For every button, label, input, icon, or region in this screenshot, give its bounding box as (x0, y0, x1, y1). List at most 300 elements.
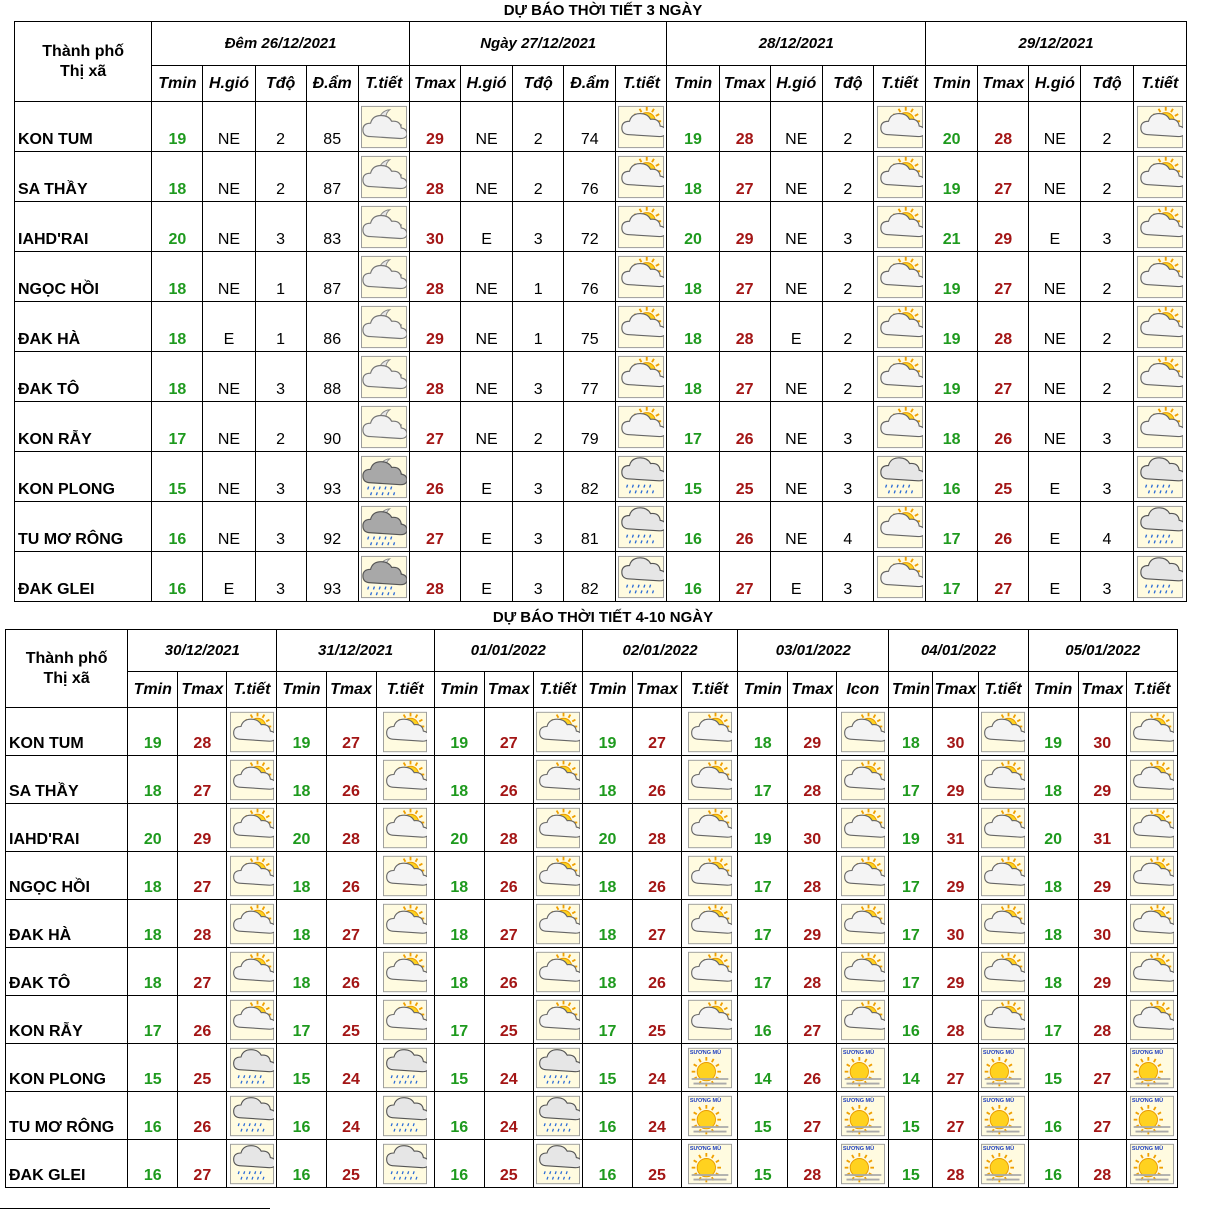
value-cell: NE (203, 402, 255, 452)
city-name: ĐAK HÀ (15, 302, 152, 352)
sun-cloud-icon (536, 807, 580, 849)
value-cell: 18 (128, 900, 178, 948)
weather-cell (227, 948, 277, 996)
sun-cloud-icon (981, 807, 1025, 849)
column-header: T.tiết (227, 672, 277, 708)
city-name: KON PLONG (6, 1044, 128, 1092)
value-cell: NE (461, 402, 513, 452)
sun-cloud-icon (1137, 255, 1183, 299)
value-cell: 25 (178, 1044, 227, 1092)
weather-cell (1133, 102, 1186, 152)
weather-cell (873, 452, 925, 502)
fog-sun-icon (841, 1047, 885, 1089)
value-cell: 18 (434, 852, 484, 900)
value-cell: 18 (277, 756, 326, 804)
value-cell: 16 (128, 1092, 178, 1140)
value-cell: 31 (1078, 804, 1126, 852)
column-header: Tmax (788, 672, 837, 708)
sun-cloud-icon (383, 807, 427, 849)
weather-cell (978, 996, 1028, 1044)
sun-cloud-icon (536, 855, 580, 897)
weather-cell (1133, 552, 1186, 602)
value-cell: 26 (719, 402, 770, 452)
city-name: NGỌC HỒI (6, 852, 128, 900)
value-cell: 29 (788, 900, 837, 948)
sun-cloud-icon (230, 711, 274, 753)
sun-cloud-icon (230, 807, 274, 849)
value-cell: 2 (1081, 152, 1133, 202)
value-cell: 18 (434, 948, 484, 996)
weather-cell (873, 502, 925, 552)
weather-cell (227, 1092, 277, 1140)
weather-cell (376, 1140, 434, 1188)
value-cell: 17 (889, 900, 933, 948)
value-cell: NE (461, 352, 513, 402)
sun-cloud-icon (877, 155, 923, 199)
value-cell: 17 (889, 948, 933, 996)
value-cell: 26 (484, 756, 533, 804)
value-cell: 72 (564, 202, 616, 252)
weather-cell (978, 756, 1028, 804)
value-cell: 3 (1081, 452, 1133, 502)
column-header: Đ.ẩm (564, 66, 616, 102)
sun-cloud-icon (230, 951, 274, 993)
value-cell: 27 (933, 1044, 978, 1092)
value-cell: 27 (788, 1092, 837, 1140)
value-cell: 30 (1078, 900, 1126, 948)
rain-cloud-icon (383, 1143, 427, 1185)
table-row (6, 900, 1178, 948)
value-cell: 26 (978, 402, 1029, 452)
value-cell: E (1029, 502, 1081, 552)
value-cell: NE (1029, 302, 1081, 352)
value-cell: 18 (128, 852, 178, 900)
weather-cell (978, 1044, 1028, 1092)
value-cell: 16 (277, 1140, 326, 1188)
sun-cloud-icon (1137, 305, 1183, 349)
value-cell: 28 (788, 852, 837, 900)
value-cell: 27 (719, 152, 770, 202)
column-header: T.tiết (616, 66, 667, 102)
weather-cell (227, 804, 277, 852)
value-cell: 17 (738, 852, 788, 900)
column-header: T.tiết (533, 672, 582, 708)
fog-sun-icon (981, 1095, 1025, 1137)
value-cell: 26 (326, 756, 376, 804)
value-cell: 3 (255, 552, 306, 602)
sun-cloud-icon (688, 951, 732, 993)
value-cell: 15 (582, 1044, 632, 1092)
value-cell: 19 (152, 102, 203, 152)
value-cell: 2 (822, 352, 873, 402)
weather-cell (873, 552, 925, 602)
rain-cloud-icon (1137, 555, 1183, 599)
value-cell: E (461, 202, 513, 252)
value-cell: 16 (738, 996, 788, 1044)
rain-cloud-icon (230, 1095, 274, 1137)
weather-cell (616, 502, 667, 552)
column-header: H.gió (461, 66, 513, 102)
value-cell: 28 (978, 302, 1029, 352)
value-cell: 20 (277, 804, 326, 852)
value-cell: 27 (326, 900, 376, 948)
value-cell: 30 (933, 900, 978, 948)
value-cell: 77 (564, 352, 616, 402)
weather-cell (873, 252, 925, 302)
value-cell: E (770, 302, 822, 352)
column-header: H.gió (203, 66, 255, 102)
value-cell: 92 (306, 502, 358, 552)
weather-cell (1133, 402, 1186, 452)
value-cell: E (203, 302, 255, 352)
value-cell: NE (770, 202, 822, 252)
value-cell: 75 (564, 302, 616, 352)
city-name: NGỌC HỒI (15, 252, 152, 302)
value-cell: NE (203, 152, 255, 202)
value-cell: 18 (738, 708, 788, 756)
value-cell: 19 (128, 708, 178, 756)
value-cell: 27 (978, 252, 1029, 302)
value-cell: E (461, 502, 513, 552)
value-cell: 30 (933, 708, 978, 756)
value-cell: 19 (926, 252, 978, 302)
value-cell: 15 (738, 1140, 788, 1188)
value-cell: 28 (719, 302, 770, 352)
weather-cell (873, 102, 925, 152)
value-cell: 16 (667, 552, 719, 602)
weather-cell (358, 352, 409, 402)
rain-cloud-icon (383, 1047, 427, 1089)
sun-cloud-icon (841, 951, 885, 993)
value-cell: 17 (128, 996, 178, 1044)
weather-cell (376, 1092, 434, 1140)
value-cell: 15 (152, 452, 203, 502)
sun-cloud-icon (1137, 155, 1183, 199)
value-cell: 29 (788, 708, 837, 756)
weather-cell (682, 948, 738, 996)
column-header: Tmin (1028, 672, 1078, 708)
value-cell: 19 (1028, 708, 1078, 756)
table-row (15, 502, 1187, 552)
sun-cloud-icon (981, 903, 1025, 945)
weather-cell (616, 452, 667, 502)
table1-title: DỰ BÁO THỜI TIẾT 3 NGÀY (503, 2, 703, 19)
weather-cell (1126, 996, 1177, 1044)
moon-rain-icon (361, 455, 407, 499)
value-cell: NE (203, 202, 255, 252)
weather-cell (682, 852, 738, 900)
value-cell: 15 (889, 1140, 933, 1188)
weather-cell (837, 996, 889, 1044)
value-cell: 2 (1081, 102, 1133, 152)
weather-cell (227, 900, 277, 948)
value-cell: 18 (277, 900, 326, 948)
value-cell: 28 (788, 948, 837, 996)
value-cell: 18 (1028, 900, 1078, 948)
value-cell: 29 (409, 302, 460, 352)
table-row (6, 804, 1178, 852)
value-cell: 24 (484, 1044, 533, 1092)
weather-cell (1126, 1044, 1177, 1092)
weather-cell (376, 996, 434, 1044)
value-cell: 3 (255, 452, 306, 502)
weather-cell (978, 1092, 1028, 1140)
value-cell: 26 (719, 502, 770, 552)
value-cell: 17 (889, 756, 933, 804)
value-cell: E (1029, 552, 1081, 602)
value-cell: 28 (633, 804, 682, 852)
weather-cell (682, 996, 738, 1044)
value-cell: 74 (564, 102, 616, 152)
value-cell: 15 (667, 452, 719, 502)
moon-cloud-icon (361, 355, 407, 399)
value-cell: 31 (933, 804, 978, 852)
value-cell: 26 (633, 852, 682, 900)
value-cell: 18 (1028, 852, 1078, 900)
weather-cell (376, 900, 434, 948)
value-cell: 26 (978, 502, 1029, 552)
sun-cloud-icon (230, 855, 274, 897)
weather-cell (873, 202, 925, 252)
value-cell: 29 (1078, 756, 1126, 804)
value-cell: 20 (434, 804, 484, 852)
city-name: KON TUM (6, 708, 128, 756)
weather-cell (358, 502, 409, 552)
weather-cell (682, 804, 738, 852)
value-cell: 20 (152, 202, 203, 252)
weather-cell (682, 756, 738, 804)
value-cell: 26 (788, 1044, 837, 1092)
value-cell: 25 (633, 1140, 682, 1188)
value-cell: 17 (738, 948, 788, 996)
value-cell: 82 (564, 452, 616, 502)
weather-cell (616, 552, 667, 602)
value-cell: 25 (326, 996, 376, 1044)
sun-cloud-icon (1130, 951, 1174, 993)
value-cell: 21 (926, 202, 978, 252)
column-header: Tmax (1078, 672, 1126, 708)
rain-cloud-icon (1137, 455, 1183, 499)
sun-cloud-icon (230, 759, 274, 801)
value-cell: 29 (178, 804, 227, 852)
value-cell: 2 (255, 102, 306, 152)
value-cell: 24 (484, 1092, 533, 1140)
value-cell: 3 (255, 352, 306, 402)
value-cell: 2 (1081, 252, 1133, 302)
weather-cell (1126, 756, 1177, 804)
value-cell: 18 (152, 302, 203, 352)
value-cell: 3 (513, 352, 564, 402)
weather-cell (682, 900, 738, 948)
sun-cloud-icon (536, 903, 580, 945)
value-cell: 17 (889, 852, 933, 900)
value-cell: 27 (719, 252, 770, 302)
city-name: SA THẦY (6, 756, 128, 804)
value-cell: 30 (1078, 708, 1126, 756)
value-cell: E (461, 552, 513, 602)
sun-cloud-icon (383, 999, 427, 1041)
value-cell: 27 (409, 402, 460, 452)
date-header: 31/12/2021 (277, 630, 434, 672)
sun-cloud-icon (877, 505, 923, 549)
weather-cell (978, 948, 1028, 996)
value-cell: 15 (1028, 1044, 1078, 1092)
weather-cell (978, 708, 1028, 756)
weather-cell (837, 1044, 889, 1092)
sun-cloud-icon (618, 205, 664, 249)
weather-cell (837, 1092, 889, 1140)
table-row (6, 948, 1178, 996)
sun-cloud-icon (688, 903, 732, 945)
value-cell: 28 (933, 996, 978, 1044)
value-cell: 16 (277, 1092, 326, 1140)
sun-cloud-icon (618, 155, 664, 199)
value-cell: 29 (933, 756, 978, 804)
weather-cell (616, 152, 667, 202)
weather-cell (358, 202, 409, 252)
sun-cloud-icon (877, 305, 923, 349)
moon-cloud-icon (361, 205, 407, 249)
value-cell: 16 (128, 1140, 178, 1188)
value-cell: 29 (933, 948, 978, 996)
sun-cloud-icon (877, 105, 923, 149)
table-row (15, 552, 1187, 602)
value-cell: E (461, 452, 513, 502)
table-row (6, 756, 1178, 804)
sun-cloud-icon (383, 855, 427, 897)
sun-cloud-icon (688, 711, 732, 753)
fog-sun-icon (841, 1143, 885, 1185)
value-cell: 16 (434, 1140, 484, 1188)
value-cell: 28 (178, 708, 227, 756)
value-cell: 83 (306, 202, 358, 252)
value-cell: 2 (822, 302, 873, 352)
value-cell: NE (461, 302, 513, 352)
weather-cell (837, 1140, 889, 1188)
value-cell: NE (770, 102, 822, 152)
value-cell: 24 (326, 1044, 376, 1092)
sun-cloud-icon (383, 759, 427, 801)
value-cell: 3 (513, 502, 564, 552)
sun-cloud-icon (981, 951, 1025, 993)
weather-cell (1126, 900, 1177, 948)
moon-rain-icon (361, 555, 407, 599)
value-cell: E (1029, 452, 1081, 502)
weather-cell (978, 900, 1028, 948)
value-cell: 28 (788, 1140, 837, 1188)
value-cell: 27 (719, 552, 770, 602)
value-cell: 1 (255, 302, 306, 352)
table-row (6, 996, 1178, 1044)
svg-text:SƯƠNG MÙ: SƯƠNG MÙ (689, 1145, 721, 1152)
value-cell: 27 (326, 708, 376, 756)
value-cell: E (770, 552, 822, 602)
value-cell: 30 (788, 804, 837, 852)
value-cell: 28 (409, 252, 460, 302)
value-cell: 3 (255, 202, 306, 252)
value-cell: 90 (306, 402, 358, 452)
value-cell: 28 (409, 552, 460, 602)
value-cell: 19 (434, 708, 484, 756)
fog-sun-icon (981, 1047, 1025, 1089)
table-row (6, 1044, 1178, 1092)
city-name: IAHD'RAI (6, 804, 128, 852)
value-cell: 19 (889, 804, 933, 852)
weather-cell (358, 402, 409, 452)
weather-cell (358, 252, 409, 302)
value-cell: 18 (128, 948, 178, 996)
value-cell: 16 (152, 552, 203, 602)
value-cell: 27 (484, 900, 533, 948)
value-cell: 76 (564, 152, 616, 202)
column-header: T.tiết (1133, 66, 1186, 102)
table-row (6, 1140, 1178, 1188)
value-cell: 28 (978, 102, 1029, 152)
value-cell: 25 (484, 996, 533, 1044)
value-cell: NE (461, 152, 513, 202)
sun-cloud-icon (981, 999, 1025, 1041)
value-cell: 27 (633, 708, 682, 756)
value-cell: 15 (277, 1044, 326, 1092)
column-header: T.tiết (978, 672, 1028, 708)
weather-cell (1133, 502, 1186, 552)
moon-rain-icon (361, 505, 407, 549)
moon-cloud-icon (361, 405, 407, 449)
value-cell: 26 (409, 452, 460, 502)
value-cell: 18 (1028, 948, 1078, 996)
value-cell: 3 (513, 202, 564, 252)
weather-cell (227, 1140, 277, 1188)
table-row (15, 452, 1187, 502)
value-cell: 15 (434, 1044, 484, 1092)
sun-cloud-icon (841, 711, 885, 753)
weather-cell (1126, 804, 1177, 852)
value-cell: 27 (178, 756, 227, 804)
weather-cell (1133, 452, 1186, 502)
weather-cell (1133, 352, 1186, 402)
value-cell: 25 (633, 996, 682, 1044)
weather-cell (682, 708, 738, 756)
rain-cloud-icon (618, 555, 664, 599)
city-name: ĐAK TÔ (6, 948, 128, 996)
value-cell: 2 (255, 152, 306, 202)
weather-cell (358, 102, 409, 152)
sun-cloud-icon (1130, 807, 1174, 849)
value-cell: 19 (738, 804, 788, 852)
column-header: Tmin (582, 672, 632, 708)
sun-cloud-icon (1137, 105, 1183, 149)
value-cell: 30 (409, 202, 460, 252)
value-cell: NE (770, 152, 822, 202)
value-cell: 19 (926, 352, 978, 402)
value-cell: E (1029, 202, 1081, 252)
value-cell: 18 (434, 756, 484, 804)
value-cell: 16 (1028, 1140, 1078, 1188)
value-cell: 16 (1028, 1092, 1078, 1140)
sun-cloud-icon (1130, 903, 1174, 945)
rain-cloud-icon (383, 1095, 427, 1137)
value-cell: 17 (738, 756, 788, 804)
value-cell: NE (1029, 252, 1081, 302)
value-cell: 27 (178, 852, 227, 900)
sun-cloud-icon (1137, 405, 1183, 449)
svg-text:SƯƠNG MÙ: SƯƠNG MÙ (842, 1145, 874, 1152)
sun-cloud-icon (688, 807, 732, 849)
column-header: T.tiết (682, 672, 738, 708)
sun-cloud-icon (383, 903, 427, 945)
value-cell: 18 (582, 948, 632, 996)
date-header: 01/01/2022 (434, 630, 582, 672)
